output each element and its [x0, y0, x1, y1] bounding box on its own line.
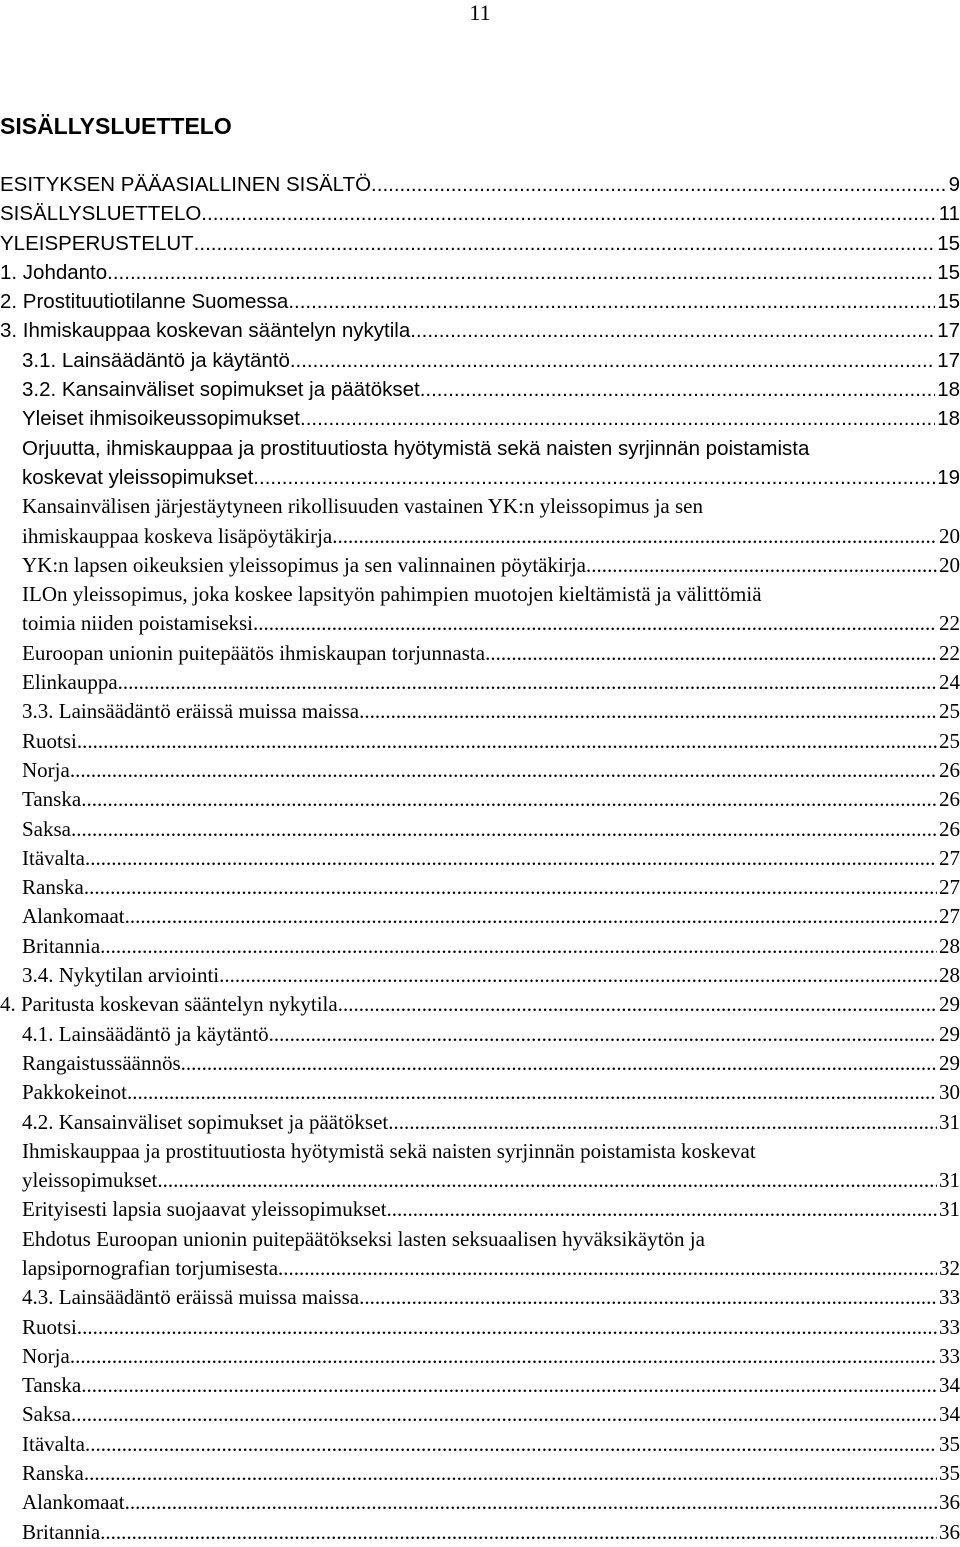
dot-leader — [359, 697, 937, 726]
toc-page-number: 32 — [939, 1255, 960, 1280]
dot-leader — [70, 756, 937, 785]
toc-page-number: 15 — [937, 260, 960, 284]
toc-entry[interactable] — [0, 639, 960, 668]
toc-page-number: 24 — [939, 670, 960, 695]
dot-leader — [71, 1400, 937, 1429]
dot-leader — [586, 551, 937, 580]
toc-entry-title: Saksa — [22, 1402, 71, 1427]
toc-entry[interactable] — [0, 346, 960, 375]
toc-entry[interactable] — [0, 170, 960, 199]
dot-leader — [288, 287, 935, 316]
toc-page-number: 28 — [939, 963, 960, 988]
toc-entry[interactable] — [0, 961, 960, 990]
toc-entry[interactable] — [0, 873, 960, 902]
dot-leader — [485, 639, 937, 668]
toc-page-number: 31 — [939, 1197, 960, 1222]
toc-page-number: 29 — [939, 1021, 960, 1046]
toc-entry-title: Orjuutta, ihmiskauppaa ja prostituutiosta hyötymistä sekä naisten syrjinnän poistamista — [22, 436, 810, 460]
toc-entry-title: YLEISPERUSTELUT — [0, 231, 194, 255]
toc-page-number: 27 — [939, 904, 960, 929]
dot-leader — [81, 1371, 937, 1400]
dot-leader — [253, 609, 937, 638]
toc-entry-title: toimia niiden poistamiseksi — [22, 611, 253, 636]
toc-page-number: 19 — [937, 465, 960, 489]
dot-leader — [125, 902, 937, 931]
toc-entry[interactable] — [0, 785, 960, 814]
toc-entry-title: 3.2. Kansainväliset sopimukset ja päätökset — [22, 378, 420, 402]
toc-page-number: 18 — [937, 378, 960, 402]
dot-leader — [127, 1078, 937, 1107]
dot-leader — [371, 170, 947, 199]
toc-entry-title: 1. Johdanto — [0, 260, 108, 284]
toc-page-number: 28 — [939, 933, 960, 958]
toc-page-number: 26 — [939, 757, 960, 782]
toc-entry-title: Tanska — [22, 1373, 82, 1398]
toc-entry[interactable] — [0, 1430, 960, 1459]
dot-leader — [125, 1488, 937, 1517]
toc-entry[interactable] — [0, 1195, 960, 1224]
toc-page-number: 27 — [939, 875, 960, 900]
toc-page-number: 22 — [939, 611, 960, 636]
toc-entry[interactable] — [0, 1400, 960, 1429]
toc-entry[interactable] — [0, 1313, 960, 1342]
toc-entry[interactable] — [0, 668, 960, 697]
dot-leader — [107, 258, 935, 287]
toc-page-number: 30 — [939, 1080, 960, 1105]
toc-entry-title: 3.3. Lainsäädäntö eräissä muissa maissa — [22, 699, 360, 724]
toc-entry-title: Ruotsi — [22, 728, 77, 753]
toc-entry[interactable] — [0, 492, 960, 551]
toc-entry[interactable] — [0, 551, 960, 580]
dot-leader — [420, 375, 935, 404]
toc-page-number: 26 — [939, 816, 960, 841]
toc-entry-title: Britannia — [22, 1519, 101, 1544]
toc-page-number: 31 — [939, 1168, 960, 1193]
toc-entry-title: Itävalta — [22, 1431, 85, 1456]
toc-entry-title: koskevat yleissopimukset — [22, 465, 254, 489]
toc-page-number: 33 — [939, 1285, 960, 1310]
dot-leader — [77, 727, 937, 756]
toc-entry[interactable] — [0, 1137, 960, 1196]
toc-entry-title: Ihmiskauppaa ja prostituutiosta hyötymistä sekä naisten syrjinnän poistamista koskevat — [22, 1138, 756, 1163]
table-of-contents — [0, 170, 960, 1547]
toc-entry-title: Alankomaat — [22, 1490, 125, 1515]
toc-entry[interactable] — [0, 258, 960, 287]
toc-entry-title: Saksa — [22, 816, 71, 841]
dot-leader — [387, 1195, 937, 1224]
toc-entry-title: Ruotsi — [22, 1314, 77, 1339]
dot-leader — [85, 1430, 937, 1459]
toc-entry-title: 4.2. Kansainväliset sopimukset ja päätökset — [22, 1109, 389, 1134]
toc-entry[interactable] — [0, 287, 960, 316]
toc-page-number: 34 — [939, 1373, 960, 1398]
toc-entry[interactable] — [0, 990, 960, 1019]
dot-leader — [77, 1313, 937, 1342]
toc-entry-title: 4.3. Lainsäädäntö eräissä muissa maissa — [22, 1285, 360, 1310]
dot-leader — [290, 346, 935, 375]
toc-page-number: 33 — [939, 1343, 960, 1368]
toc-entry-title: Yleiset ihmisoikeussopimukset — [22, 407, 301, 431]
toc-entry-title: Alankomaat — [22, 904, 125, 929]
toc-page-number: 15 — [937, 231, 960, 255]
dot-leader — [81, 785, 937, 814]
toc-entry-title: ESITYKSEN PÄÄASIALLINEN SISÄLTÖ — [0, 173, 372, 196]
toc-entry[interactable] — [0, 1283, 960, 1312]
toc-page-number: 25 — [939, 728, 960, 753]
toc-entry[interactable] — [0, 932, 960, 961]
toc-page-number: 34 — [939, 1402, 960, 1427]
toc-entry[interactable] — [0, 1342, 960, 1371]
toc-page-number: 17 — [937, 319, 960, 343]
dot-leader — [253, 463, 935, 492]
toc-entry-title: Elinkauppa — [22, 670, 118, 695]
toc-entry[interactable] — [0, 1078, 960, 1107]
toc-entry[interactable] — [0, 316, 960, 345]
toc-page-number: 20 — [939, 523, 960, 548]
toc-entry-title: ILOn yleissopimus, joka koskee lapsityön pahimpien muotojen kieltämistä ja välittömiä — [22, 582, 762, 607]
dot-leader — [85, 844, 937, 873]
toc-entry[interactable] — [0, 1371, 960, 1400]
toc-entry-title: lapsipornografian torjumisesta — [22, 1255, 279, 1280]
toc-page-number: 22 — [939, 640, 960, 665]
toc-entry[interactable] — [0, 1518, 960, 1547]
toc-entry-title: Ehdotus Euroopan unionin puitepäätökseksi lasten seksuaalisen hyväksikäytön ja — [22, 1226, 705, 1251]
toc-entry-title: 4.1. Lainsäädäntö ja käytäntö — [22, 1021, 269, 1046]
toc-entry[interactable] — [0, 434, 960, 493]
toc-entry[interactable] — [0, 1225, 960, 1284]
toc-entry-title: ihmiskauppaa koskeva lisäpöytäkirja — [22, 523, 333, 548]
toc-entry[interactable] — [0, 1488, 960, 1517]
dot-leader — [300, 404, 935, 433]
toc-entry[interactable] — [0, 199, 960, 228]
toc-entry-title: Kansainvälisen järjestäytyneen rikollisuuden vastainen YK:n yleissopimus ja sen — [22, 494, 703, 519]
toc-entry[interactable] — [0, 1020, 960, 1049]
dot-leader — [70, 1342, 937, 1371]
dot-leader — [278, 1254, 937, 1283]
toc-entry-title: 4. Paritusta koskevan sääntelyn nykytila — [0, 992, 338, 1017]
toc-entry[interactable] — [0, 1049, 960, 1078]
dot-leader — [269, 1020, 937, 1049]
toc-page-number: 35 — [939, 1461, 960, 1486]
toc-entry[interactable] — [0, 404, 960, 433]
dot-leader — [201, 199, 936, 228]
dot-leader — [359, 1283, 937, 1312]
dot-leader — [410, 316, 935, 345]
dot-leader — [118, 668, 937, 697]
toc-entry[interactable] — [0, 229, 960, 258]
toc-entry-title: Ranska — [22, 875, 84, 900]
toc-entry-title: Pakkokeinot — [22, 1080, 127, 1105]
toc-entry[interactable] — [0, 697, 960, 726]
dot-leader — [194, 229, 936, 258]
dot-leader — [388, 1108, 937, 1137]
toc-entry-title: Norja — [22, 1343, 70, 1368]
toc-entry[interactable] — [0, 1108, 960, 1137]
toc-entry[interactable] — [0, 815, 960, 844]
toc-page-number: 29 — [939, 1050, 960, 1075]
dot-leader — [100, 1518, 937, 1547]
toc-entry-title: yleissopimukset — [22, 1168, 158, 1193]
toc-entry[interactable] — [0, 580, 960, 639]
toc-page-number: 36 — [939, 1490, 960, 1515]
toc-entry[interactable] — [0, 756, 960, 785]
toc-entry-title: Itävalta — [22, 845, 85, 870]
dot-leader — [181, 1049, 937, 1078]
toc-entry[interactable] — [0, 844, 960, 873]
dot-leader — [157, 1166, 937, 1195]
toc-page-number: 29 — [939, 992, 960, 1017]
toc-entry-title: Erityisesti lapsia suojaavat yleissopimukset — [22, 1197, 387, 1222]
toc-entry[interactable] — [0, 1459, 960, 1488]
toc-page-number: 25 — [939, 699, 960, 724]
toc-entry-title: Britannia — [22, 933, 101, 958]
toc-page-number: 9 — [948, 173, 960, 196]
toc-entry-title: 2. Prostituutiotilanne Suomessa — [0, 290, 289, 314]
toc-page-number: 27 — [939, 845, 960, 870]
toc-entry[interactable] — [0, 375, 960, 404]
toc-page-number: 31 — [939, 1109, 960, 1134]
toc-entry-title: Rangaistussäännös — [22, 1050, 181, 1075]
toc-page-number: 33 — [939, 1314, 960, 1339]
toc-page-number: 11 — [938, 202, 960, 226]
toc-page-number: 36 — [939, 1519, 960, 1544]
toc-page-number: 20 — [939, 552, 960, 577]
dot-leader — [219, 961, 937, 990]
toc-heading: SISÄLLYSLUETTELO — [0, 113, 232, 139]
dot-leader — [84, 873, 937, 902]
toc-entry-title: Tanska — [22, 787, 82, 812]
page-number: 11 — [469, 0, 491, 25]
dot-leader — [100, 932, 937, 961]
dot-leader — [338, 990, 937, 1019]
dot-leader — [84, 1459, 937, 1488]
toc-entry-title: 3.4. Nykytilan arviointi — [22, 963, 220, 988]
toc-page-number: 26 — [939, 787, 960, 812]
toc-entry-title: 3.1. Lainsäädäntö ja käytäntö — [22, 348, 290, 372]
toc-entry-title: Ranska — [22, 1461, 84, 1486]
toc-entry-title: YK:n lapsen oikeuksien yleissopimus ja sen valinnainen pöytäkirja — [22, 552, 586, 577]
toc-page-number: 17 — [937, 348, 960, 372]
dot-leader — [332, 522, 937, 551]
toc-page-number: 35 — [939, 1431, 960, 1456]
toc-page-number: 18 — [937, 407, 960, 431]
toc-entry-title: 3. Ihmiskauppaa koskevan sääntelyn nykytila — [0, 319, 411, 343]
toc-entry[interactable] — [0, 727, 960, 756]
toc-entry-title: Euroopan unionin puitepäätös ihmiskaupan torjunnasta — [22, 640, 486, 665]
toc-entry-title: Norja — [22, 757, 70, 782]
toc-entry-title: SISÄLLYSLUETTELO — [0, 202, 202, 226]
dot-leader — [71, 815, 937, 844]
toc-entry[interactable] — [0, 902, 960, 931]
toc-page-number: 15 — [937, 290, 960, 314]
